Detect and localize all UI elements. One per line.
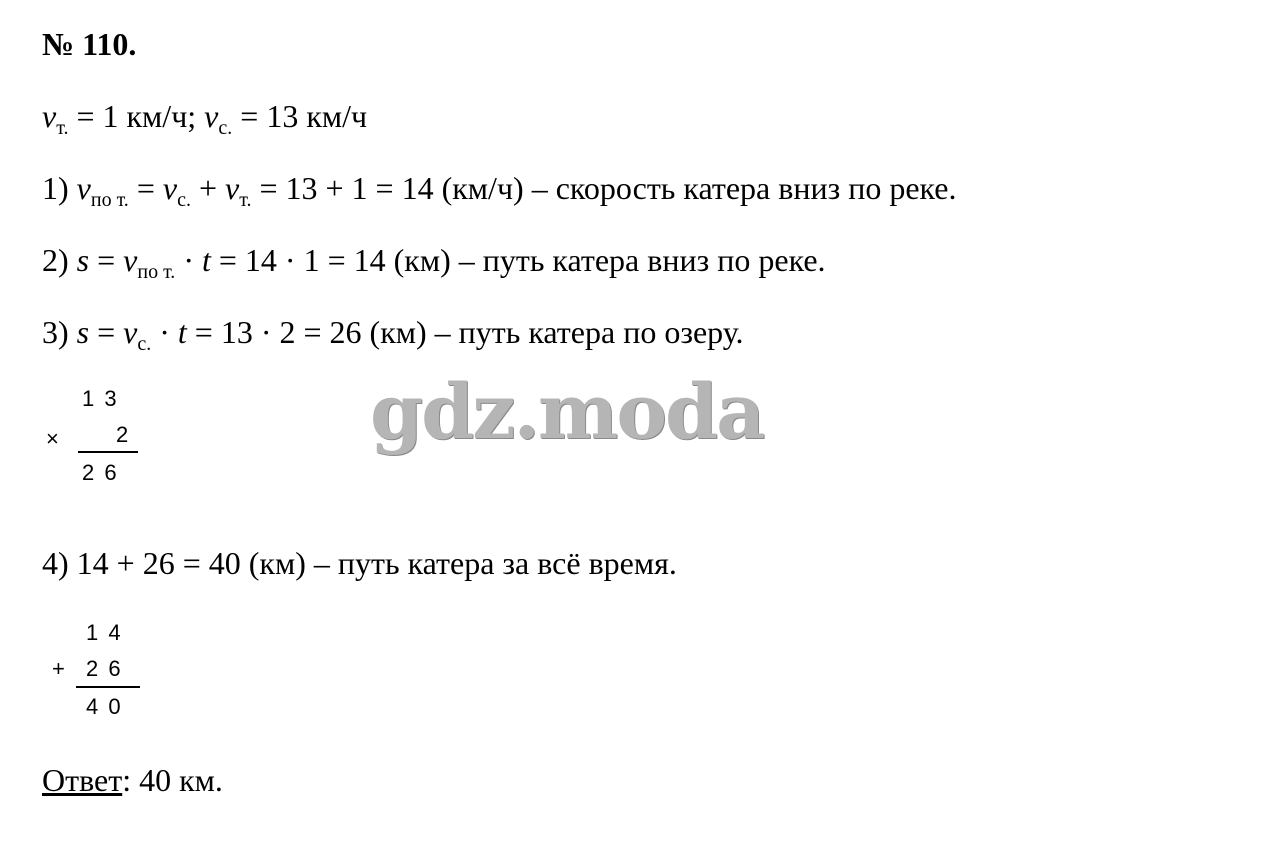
product: 2 6 — [82, 460, 119, 485]
step-2 — [42, 240, 826, 283]
operator: · — [175, 242, 202, 278]
operator: = — [89, 314, 124, 350]
problem-number: № 110. — [42, 26, 137, 62]
subscript: т. — [239, 189, 252, 211]
watermark: gdz.moda — [370, 367, 764, 456]
step-1 — [42, 168, 957, 211]
subscript: т. — [56, 117, 69, 139]
subscript: с. — [137, 333, 152, 355]
given-text: = 1 км/ч; — [68, 98, 205, 134]
addition-column — [50, 618, 150, 726]
operator: = — [89, 242, 124, 278]
step-4: 4) 14 + 26 = 40 (км) – путь катера за всё время. — [42, 545, 677, 581]
velocity-symbol: v — [76, 170, 91, 206]
step-text: = 13 + 1 = 14 (км/ч) – скорость катера вниз по реке. — [251, 170, 957, 206]
multiplicand: 1 3 — [82, 386, 119, 411]
step-3 — [42, 312, 744, 355]
operator: = — [128, 170, 163, 206]
time-symbol: t — [201, 242, 211, 278]
multiplication-column — [46, 384, 146, 488]
multiply-sign: × — [46, 426, 61, 451]
answer-line — [42, 760, 223, 800]
operator: + — [190, 170, 225, 206]
subscript: по т. — [137, 261, 176, 283]
sum: 4 0 — [86, 694, 123, 719]
given-text: = 13 км/ч — [232, 98, 368, 134]
plus-sign: + — [52, 656, 67, 681]
subscript: с. — [218, 117, 233, 139]
velocity-symbol: v — [204, 98, 219, 134]
step-number: 3) — [42, 314, 77, 350]
step-text: = 14 · 1 = 14 (км) – путь катера вниз по реке. — [210, 242, 826, 278]
velocity-symbol: v — [123, 314, 138, 350]
velocity-symbol: v — [162, 170, 178, 206]
subscript: с. — [177, 189, 191, 211]
operator: · — [151, 314, 178, 350]
subscript: по т. — [90, 189, 129, 211]
step-number: 2) — [42, 242, 77, 278]
given-line — [42, 96, 368, 139]
step-number: 1) — [42, 170, 77, 206]
answer-value: : 40 км. — [122, 762, 223, 798]
addend-2: 2 6 — [86, 656, 123, 681]
velocity-symbol: v — [123, 242, 138, 278]
step-text: = 13 · 2 = 26 (км) – путь катера по озеру. — [186, 314, 744, 350]
multiplier: 2 — [116, 422, 131, 447]
velocity-symbol: v — [225, 170, 240, 206]
distance-symbol: s — [76, 242, 90, 278]
result-bar — [78, 451, 138, 453]
time-symbol: t — [177, 314, 187, 350]
addend-1: 1 4 — [86, 620, 123, 645]
result-bar — [76, 686, 140, 688]
answer-label: Ответ — [42, 762, 123, 798]
distance-symbol: s — [76, 314, 90, 350]
velocity-symbol: v — [42, 98, 57, 134]
